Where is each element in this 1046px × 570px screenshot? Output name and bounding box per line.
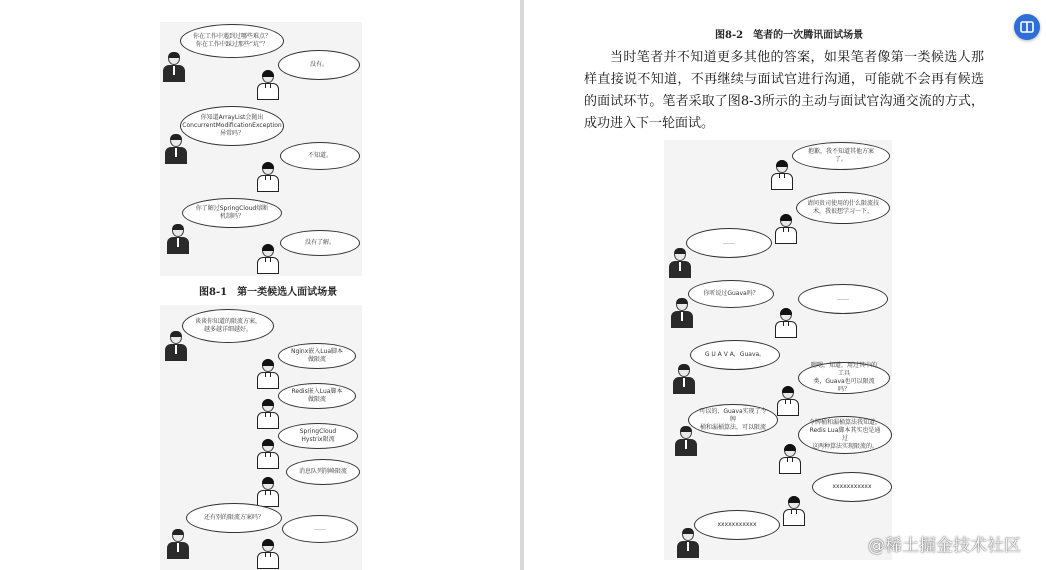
speech-bubble: G U A V A，Guava。 (690, 340, 780, 370)
candidate-icon (256, 477, 280, 507)
interviewer-icon (164, 134, 188, 164)
speech-bubble: SpringCloud Hystrix限流 (278, 423, 358, 449)
interviewer-icon (162, 52, 186, 82)
candidate-icon (256, 539, 280, 569)
speech-bubble: …… (798, 284, 888, 314)
candidate-icon (778, 444, 802, 474)
speech-bubble: 没有。 (278, 50, 360, 80)
speech-bubble: xxxxxxxxxxx (812, 472, 892, 502)
speech-bubble: 你在工作中遇到过哪些难点？ 你在工作中踩过那些“坑”？ (180, 24, 284, 58)
candidate-icon (256, 439, 280, 469)
interviewer-icon (164, 331, 188, 361)
candidate-icon (256, 70, 280, 100)
split-view-button[interactable] (1014, 14, 1040, 40)
speech-bubble: 抱歉，我不知道其他方案了。 (792, 142, 890, 170)
speech-bubble: 嗯嗯，知道，用过其中的工具 类，Guava也可以限流吗？ (798, 362, 890, 394)
speech-bubble: 你了解过SpringCloud熔断机制吗？ (182, 198, 282, 228)
speech-bubble: 没有了解。 (280, 230, 360, 256)
speech-bubble: 你听说过Guava吗？ (688, 280, 774, 308)
figure-8-1-illustration (160, 22, 362, 276)
figure-8-2-illustration (160, 305, 362, 570)
figure-8-3-illustration (664, 140, 892, 560)
watermark: @稀土掘金技术社区 (868, 536, 1021, 556)
candidate-icon (782, 496, 806, 526)
speech-bubble: Redis嵌入Lua脚本做限流 (278, 383, 356, 409)
interviewer-icon (166, 529, 190, 559)
candidate-icon (774, 308, 798, 338)
speech-bubble: 令牌桶和漏桶算法我知道， Redis Lua脚本其实也是通过 这两种算法实现限流的。 (798, 416, 892, 454)
figure-8-1-caption: 图8-1 第一类候选人面试场景 (199, 287, 338, 298)
speech-bubble: 还有别的限流方案吗？ (186, 503, 282, 533)
candidate-icon (770, 160, 794, 190)
body-paragraph: 当时笔者并不知道更多其他的答案，如果笔者像第一类候选人那样直接说不知道，不再继续与面试官进行沟通，可能就不会再有候选的面试环节。笔者采取了图8-3所示的主动与面试官沟通交流的方式，成功进入下一轮面试。 (584, 50, 984, 131)
candidate-icon (256, 359, 280, 389)
candidate-icon (776, 386, 800, 416)
interviewer-icon (166, 224, 190, 254)
interviewer-icon (674, 426, 698, 456)
speech-bubble: 请问贵司使用的什么限流技 术，我很想学习一下。 (796, 192, 890, 224)
candidate-icon (256, 399, 280, 429)
speech-bubble: 你知道ArrayList会抛出 ConcurrentModificationException 异常吗？ (180, 106, 284, 146)
candidate-icon (774, 214, 798, 244)
interviewer-icon (672, 364, 696, 394)
speech-bubble: Nginx嵌入Lua脚本做限流 (278, 343, 356, 369)
figure-8-2-caption: 图8-2 笔者的一次腾讯面试场景 (715, 30, 864, 41)
candidate-icon (256, 162, 280, 192)
speech-bubble: …… (282, 515, 358, 543)
interviewer-icon (668, 248, 692, 278)
speech-bubble: …… (686, 228, 772, 258)
candidate-icon (256, 244, 280, 274)
speech-bubble: 不知道。 (280, 142, 360, 170)
interviewer-icon (676, 528, 700, 558)
speech-bubble: 谈谈你知道的限流方案， 越多越详细越好。 (182, 309, 274, 343)
left-page (0, 0, 520, 570)
speech-bubble: xxxxxxxxxxx (694, 510, 780, 540)
interviewer-icon (670, 298, 694, 328)
speech-bubble: 可以的，Guava实现了令牌 桶和漏桶算法，可以限流 (688, 404, 778, 436)
split-view-icon (1020, 20, 1034, 34)
speech-bubble: 消息队列削峰限流 (286, 459, 360, 485)
right-page (524, 0, 1046, 570)
